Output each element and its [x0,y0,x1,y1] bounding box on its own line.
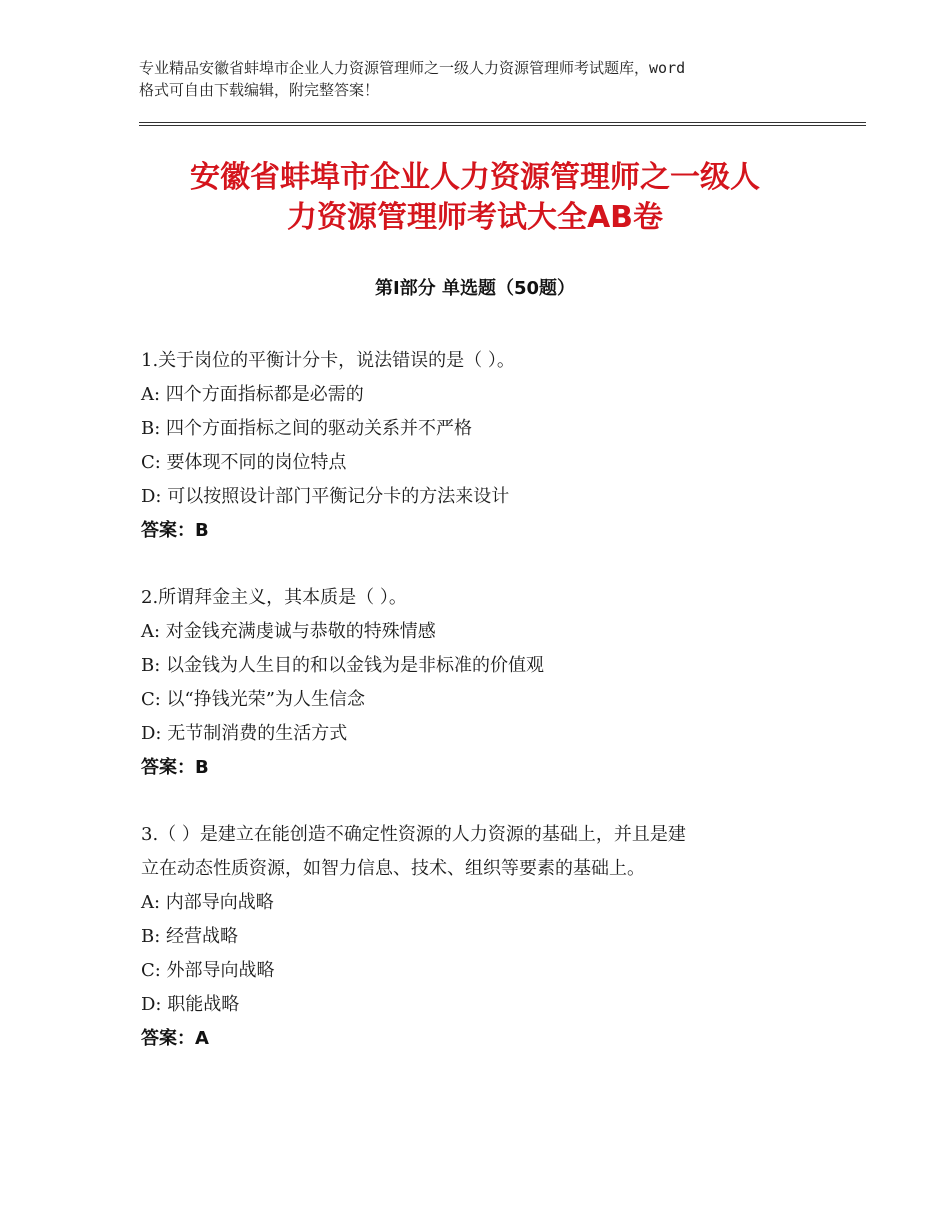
option-b: B: 以金钱为人生目的和以金钱为是非标准的价值观 [141,655,545,676]
option-d: D: 无节制消费的生活方式 [141,723,348,744]
question-stem-line-1: 3.（ ）是建立在能创造不确定性资源的人力资源的基础上，并且是建 [141,824,686,845]
option-c: C: 外部导向战略 [141,960,275,981]
option-a: A: 四个方面指标都是必需的 [141,384,364,405]
header-note-line-1: 专业精品安徽省蚌埠市企业人力资源管理师之一级人力资源管理师考试题库，word [139,59,686,77]
header-divider-top [139,122,866,123]
option-b: B: 四个方面指标之间的驱动关系并不严格 [141,418,473,439]
option-c: C: 要体现不同的岗位特点 [141,452,347,473]
question-2 [141,581,821,785]
section-heading: 第Ⅰ部分 单选题（50题） [374,278,575,299]
question-list [141,344,821,1089]
header-note-line-2: 格式可自由下载编辑，附完整答案！ [139,81,380,99]
header-divider-bottom [139,125,866,126]
document-title [100,158,850,238]
answer-label: 答案：B [141,757,209,778]
header-note [139,57,829,101]
option-c: C: 以“挣钱光荣”为人生信念 [141,689,365,710]
document-title-line-1: 安徽省蚌埠市企业人力资源管理师之一级人 [190,160,760,195]
question-stem: 2.所谓拜金主义，其本质是（ ）。 [141,587,407,608]
document-title-line-2: 力资源管理师考试大全AB卷 [286,200,664,235]
option-a: A: 内部导向战略 [141,892,274,913]
answer-label: 答案：A [141,1028,209,1049]
question-stem-line-2: 立在动态性质资源，如智力信息、技术、组织等要素的基础上。 [141,858,645,879]
option-b: B: 经营战略 [141,926,239,947]
question-stem: 1.关于岗位的平衡计分卡，说法错误的是（ ）。 [141,350,515,371]
question-1 [141,344,821,548]
question-3 [141,818,821,1056]
option-d: D: 可以按照设计部门平衡记分卡的方法来设计 [141,486,510,507]
option-a: A: 对金钱充满虔诚与恭敬的特殊情感 [141,621,436,642]
option-d: D: 职能战略 [141,994,240,1015]
answer-label: 答案：B [141,520,209,541]
